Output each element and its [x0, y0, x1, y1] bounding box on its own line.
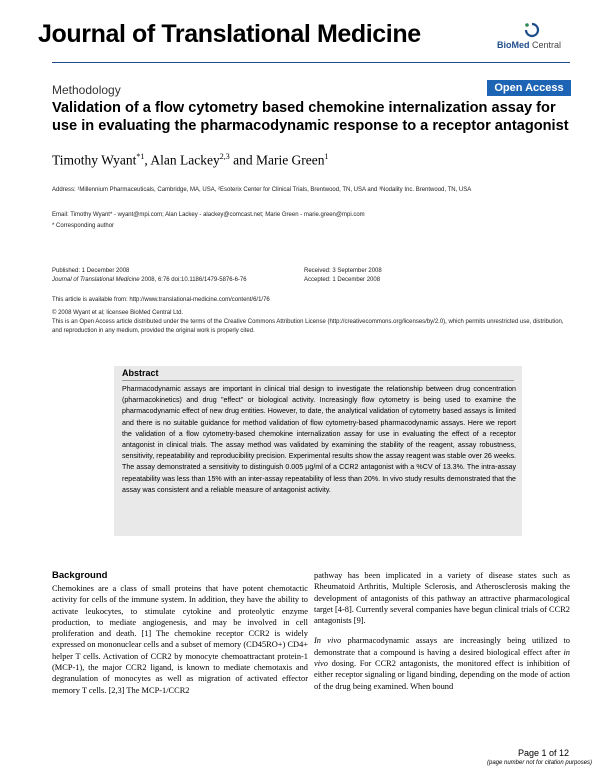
- emphasis: In vivo: [314, 636, 342, 646]
- author-name: Alan Lackey: [150, 152, 220, 168]
- article-url[interactable]: This article is available from: http://www.translational-medicine.com/content/6/1/76: [52, 297, 270, 303]
- published-date: Published: 1 December 2008: [52, 268, 130, 274]
- license-statement: This is an Open Access article distributed under the terms of the Creative Commons Attribution License (http://creativecommons.org/licenses/by/2.0), which permits unrestricted use, distribution, and reproduction in any medium, provided the original work is properly cited.: [52, 319, 564, 334]
- abstract-rule: [122, 380, 514, 381]
- paragraph: Chemokines are a class of small proteins that have potent chemotactic activity for cells of the immune system. In addition, they have the ability to activate leukocytes, to stimulate cytokine and proteolytic enzyme production, to mediate angiogenesis, and may be involved in cell proliferation and death. [1] The chemokine receptor CCR2 is widely expressed on mononuclear cells and a subset of memory (CD45RO+) CD4+ helper T cells. Activation of CCR2 by monocyte chemoattractant protein-1 (MCP-1), the major CCR2 ligand, is known to mediate chemotaxis and degranulation of monocytes as well as migration of activated effector memory T cells. [2,3] The MCP-1/CCR2: [52, 584, 308, 695]
- journal-title: Journal of Translational Medicine: [38, 20, 421, 48]
- copyright-notice: [52, 309, 570, 336]
- biomed-central-logo-icon: [522, 22, 542, 38]
- author-name: Marie Green: [255, 152, 325, 168]
- author-affiliation: 2,3: [219, 152, 230, 161]
- author-addresses: Address: ¹Millennium Pharmaceuticals, Cambridge, MA, USA, ²Esoterix Center for Clinical Trials, Brentwood, TN, USA and ³Nodality Inc. Brentwood, TN, USA: [52, 187, 472, 193]
- author-affiliation: *1: [136, 152, 145, 161]
- article-title: Validation of a flow cytometry based chemokine internalization assay for use in evaluating the pharmacodynamic response to a receptor antagonist: [52, 100, 569, 134]
- accepted-date: Accepted: 1 December 2008: [304, 277, 381, 283]
- publisher-central: Central: [529, 40, 562, 50]
- corresponding-author-note: * Corresponding author: [52, 223, 115, 229]
- body-column-right: [314, 570, 570, 701]
- dates-info: [304, 267, 504, 285]
- paragraph-text: dosing. For CCR2 antagonists, the monitored effect is inhibition of either receptor signaling or ligand binding, depending on the mode of action of the drug being examined. When bound: [314, 659, 570, 691]
- page-number-note: (page number not for citation purposes): [487, 760, 593, 766]
- citation-details: 2008, 6:76 doi:10.1186/1479-5876-6-76: [139, 277, 247, 283]
- body-column-left: [52, 583, 308, 705]
- author-emails: Email: Timothy Wyant* - wyant@mpi.com; Alan Lackey - alackey@comcast.net; Marie Green - marie.green@mpi.com: [52, 212, 365, 218]
- section-label: Methodology: [52, 83, 121, 97]
- author-affiliation: 1: [324, 152, 329, 161]
- publisher-logo: [497, 40, 561, 50]
- publisher-bm: BioMed: [497, 40, 530, 50]
- author-separator: and: [229, 152, 256, 168]
- background-heading: Background: [52, 570, 108, 581]
- page-number: Page 1 of 12: [518, 748, 570, 758]
- abstract-text: Pharmacodynamic assays are important in clinical trial design to investigate the relationship between drug concentration (pharmacokinetics) and drug "effect" or biological activity. Increasingly flow cytometry is being used to examine the pharmacodynamic effect of new drug entities. However, to date, the analytical validation of cytometry based assays is limited and there is no suitable guidance for method validation of flow cytometry-based pharmacodynamic assays. Here we report the validation of a flow cytometry-based chemokine internalization assay for use in evaluating the effect of a receptor antagonist in clinical trials. The assay method was validated by examining the stability of the reagent, assay robustness, sensitivity, repeatability and reproducibility precision. Experimental results show the assay reagent was stable over 26 weeks. The assay demonstrated a sensitivity to distinguish 0.005 µg/ml of a CCR2 antagonist with a %CV of 13.3%. The intra-assay repeatability was less than 15% with an inter-assay repeatability of less than 20%. In vivo study results demonstrated that the assay was consistent and a reliable measure of antagonist activity.: [122, 385, 516, 494]
- header-rule: [52, 62, 570, 63]
- open-access-badge: Open Access: [487, 80, 571, 96]
- citation-journal: Journal of Translational Medicine: [52, 277, 140, 283]
- copyright-line: © 2008 Wyant et al; licensee BioMed Central Ltd.: [52, 310, 184, 316]
- paragraph: [314, 635, 570, 691]
- citation: [52, 276, 332, 285]
- author-list: [52, 152, 329, 169]
- author-separator: ,: [144, 152, 151, 168]
- author-name: Timothy Wyant: [52, 152, 137, 168]
- abstract-heading: Abstract: [122, 368, 159, 378]
- paragraph: pathway has been implicated in a variety of disease states such as Rheumatoid Arthritis, Multiple Sclerosis, and Atherosclerosis making the development of antagonists of this pathway an attractive pharmacological target [4-8]. Currently several companies have begun clinical trials of CCR2 antagonists [9].: [314, 571, 570, 626]
- publication-info: [52, 267, 332, 285]
- paragraph-text: pharmacodynamic assays are increasingly being utilized to demonstrate that a compound is having a desired biological effect after: [314, 636, 570, 657]
- received-date: Received: 3 September 2008: [304, 268, 382, 274]
- emphasis: in vivo: [314, 647, 570, 669]
